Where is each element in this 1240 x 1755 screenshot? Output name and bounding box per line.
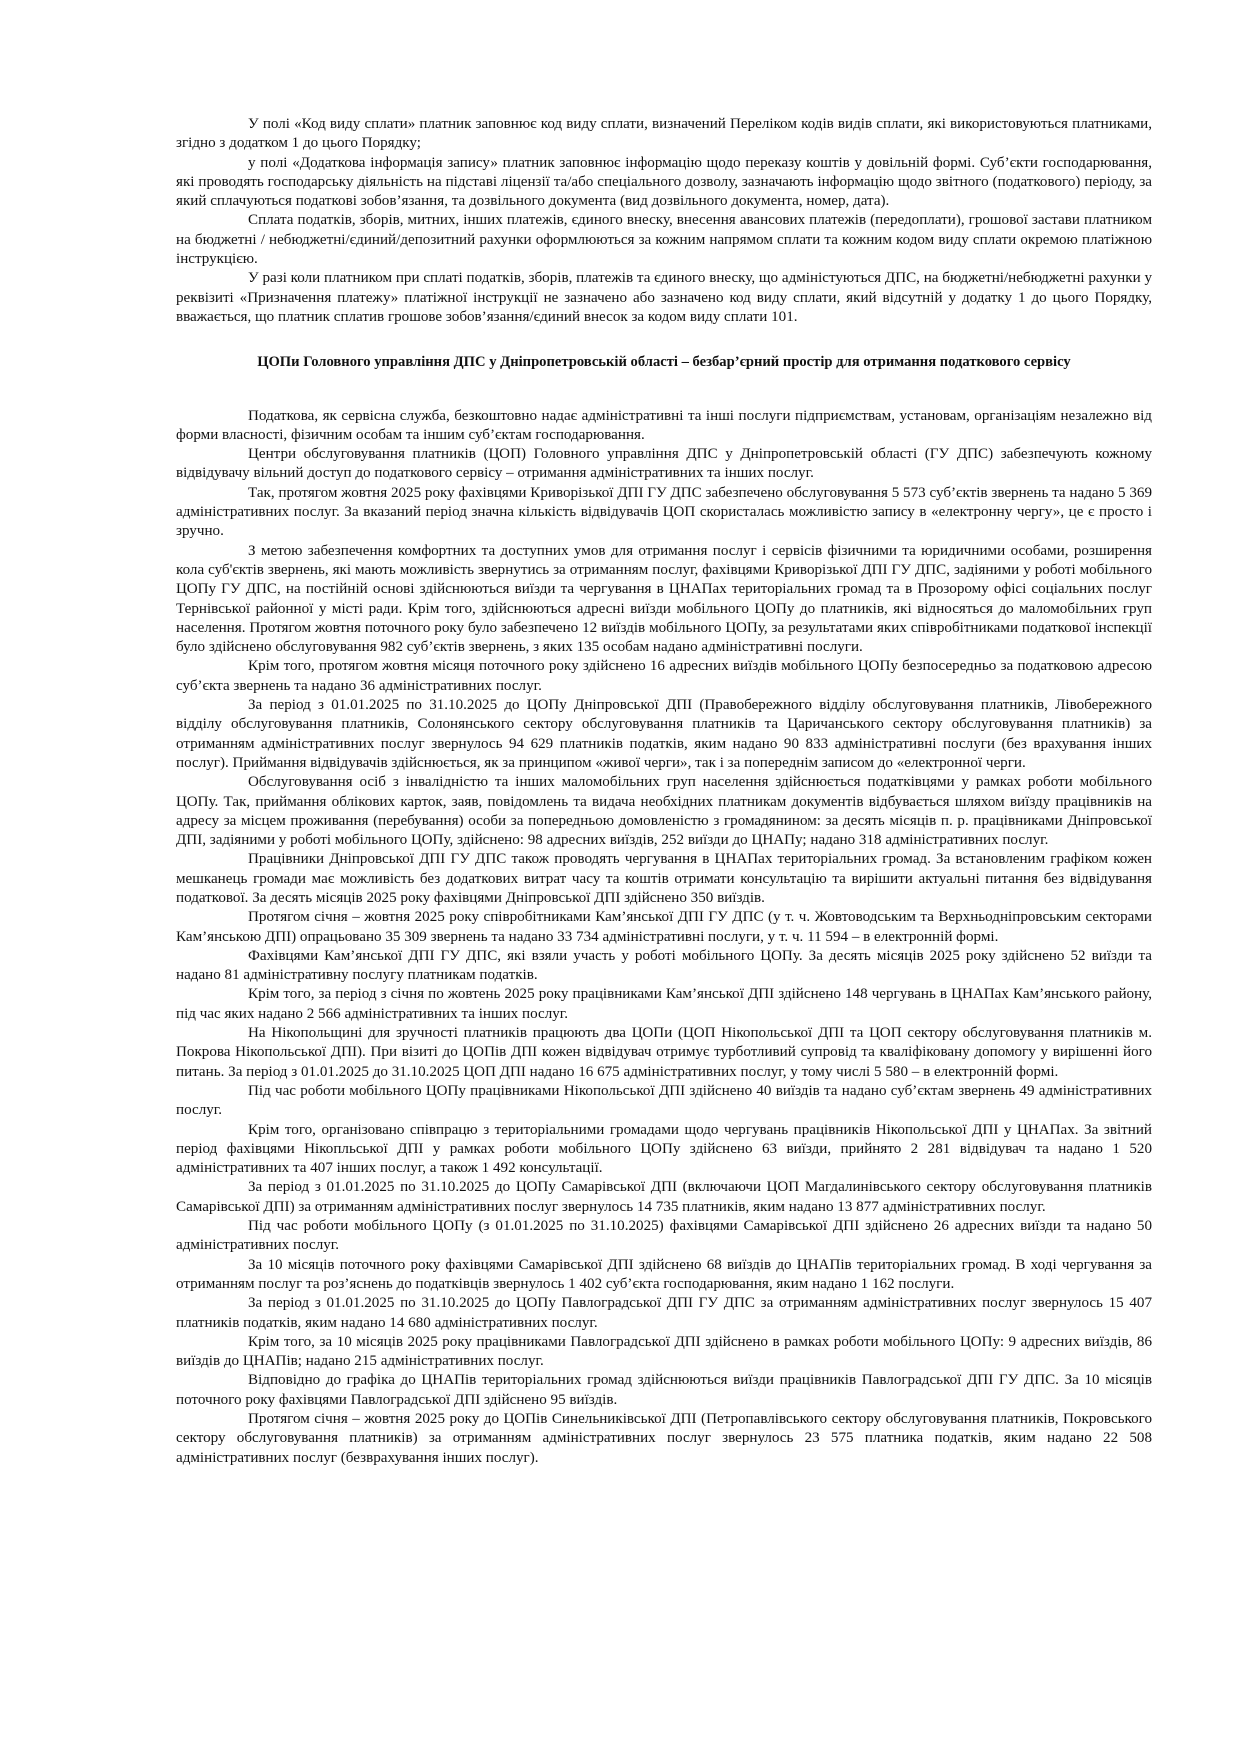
- paragraph: За 10 місяців поточного року фахівцями Самарівської ДПІ здійснено 68 виїздів до ЦНАПів територіальних громад. В ході чергування за отриманням послуг та роз’яснень до податківців звернулось 1 402 суб’єкта господарювання, яким надано 1 162 послуги.: [176, 1256, 1152, 1292]
- paragraph: Відповідно до графіка до ЦНАПів територіальних громад здійснюються виїзди працівників Павлоградської ДПІ ГУ ДПС. За 10 місяців поточного року фахівцями Павлоградської ДПІ здійснено 95 виїздів.: [176, 1372, 1152, 1408]
- paragraph: Фахівцями Кам’янської ДПІ ГУ ДПС, які взяли участь у роботі мобільного ЦОПу. За десять місяців 2025 року здійснено 52 виїзди та надано 81 адміністративну послугу платникам податків.: [176, 947, 1152, 984]
- paragraph: Крім того, організовано співпрацю з територіальними громадами щодо чергувань працівників Нікопольської ДПІ у ЦНАПах. За звітний період фахівцями Нікопльської ДПІ у рамках роботи мобільного ЦОПу здійснено 63 виїзди, прийнято 2 281 відвідувач та надано 1 520 адміністративних та 407 інших послуг, а також 1 492 консультації.: [176, 1121, 1152, 1177]
- paragraph: Так, протягом жовтня 2025 року фахівцями Криворізької ДПІ ГУ ДПС забезпечено обслуговування 5 573 суб’єктів звернень та надано 5 369 адміністративних послуг. За вказаний період значна кількість відвідувачів ЦОП скористалась можливістю запису в «електронну чергу», це є просто і зручно.: [176, 484, 1152, 540]
- paragraph: Обслуговування осіб з інвалідністю та інших маломобільних груп населення здійснюється податківцями у рамках роботи мобільного ЦОПу. Так, приймання облікових карток, заяв, повідомлень та видача необхідних платникам документів відбувається шляхом виїзду працівників на адресу за місцем проживання (перебування) особи за попередньою домовленістю з громадянином: за десять місяців п. р. працівниками Дніпровської ДПІ, задіяними у роботі мобільного ЦОПу, здійснено: 98 адресних виїздів, 252 виїзди до ЦНАПу; надано 318 адміністративних послуг.: [176, 774, 1152, 849]
- paragraph: Сплата податків, зборів, митних, інших платежів, єдиного внеску, внесення авансових платежів (передоплати), грошової застави платником на бюджетні / небюджетні/єдиний/депозитний рахунки оформлюються за кожним напрямом сплати та кожним кодом виду сплати окремою платіжною інструкцією.: [176, 212, 1152, 268]
- paragraph: Протягом січня – жовтня 2025 року до ЦОПів Синельниківської ДПІ (Петропавлівського сектору обслуговування платників, Покровського сектору обслуговування платників) за отриманням адміністративних послуг звернулось 23 575 платника податків, яким надано 22 508 адміністративних послуг (безврахування інших послуг).: [176, 1411, 1152, 1466]
- paragraph: За період з 01.01.2025 по 31.10.2025 до ЦОПу Павлоградської ДПІ ГУ ДПС за отриманням адміністративних послуг звернулось 15 407 платників податків, яким надано 14 680 адміністративних послуг.: [176, 1295, 1152, 1331]
- paragraph: Крім того, протягом жовтня місяця поточного року здійснено 16 адресних виїздів мобільного ЦОПу безпосередньо за податковою адресою суб’єкта звернень та надано 36 адміністративних послуг.: [176, 658, 1152, 694]
- paragraph: Крім того, за 10 місяців 2025 року працівниками Павлоградської ДПІ здійснено в рамках роботи мобільного ЦОПу: 9 адресних виїздів, 86 виїздів до ЦНАПів; надано 215 адміністративних послуг.: [176, 1333, 1152, 1370]
- paragraph: Крім того, за період з січня по жовтень 2025 року працівниками Кам’янської ДПІ здійснено 148 чергувань в ЦНАПах Кам’янського району, під час яких надано 2 566 адміністративних та інших послуг.: [176, 986, 1152, 1022]
- paragraph: Протягом січня – жовтня 2025 року співробітниками Кам’янської ДПІ ГУ ДПС (у т. ч. Жовтоводським та Верхньодніпровським секторами Кам’янською ДПІ) опрацьовано 35 309 звернень та надано 33 734 адміністративні послуги, у т. ч. 11 594 – в електронній формі.: [176, 909, 1152, 945]
- paragraph: З метою забезпечення комфортних та доступних умов для отримання послуг і сервісів фізичними та юридичними особами, розширення кола суб'єктів звернень, які мають можливість звернутись за отриманням послуг, фахівцями Криворізької ДПІ ГУ ДПС, задіяними у роботі мобільного ЦОПу ГУ ДПС, на постійній основі здійснюються виїзди та чергування в ЦНАПах територіальних громад та в Прозорому офісі соціальних послуг Тернівської районної у місті ради. Крім того, здійснюються адресні виїзди мобільного ЦОПу до платників, які відносяться до маломобільних груп населення. Протягом жовтня поточного року було забезпечено 12 виїздів мобільного ЦОПу, за результатами яких співробітниками податкової інспекції було здійснено обслуговування 982 суб’єктів звернень, з яких 135 особам надано адміністративні послуги.: [176, 542, 1152, 656]
- paragraph: За період з 01.01.2025 по 31.10.2025 до ЦОПу Дніпровської ДПІ (Правобережного відділу обслуговування платників, Лівобережного відділу обслуговування платників, Солонянського сектору обслуговування платників та Царичанського сектору обслуговування платників) за отриманням адміністративних послуг звернулось 94 629 платників податків, яким надано 90 833 адміністративні послуги (без врахування інших послуг). Приймання відвідувачів здійснюється, як за принципом «живої черги», так і за попереднім записом до «електронної черги.: [176, 697, 1152, 771]
- paragraph: у полі «Додаткова інформація запису» платник заповнює інформацію щодо переказу коштів у довільній формі. Суб’єкти господарювання, які проводять господарську діяльність на підставі ліцензії та/або спеціального дозволу, зазначають інформацію щодо звітного (податкового) періоду, за який сплачуються податкові зобов’язання, та дозвільного документа (вид дозвільного документа, номер, дата).: [176, 154, 1152, 210]
- paragraph: Під час роботи мобільного ЦОПу (з 01.01.2025 по 31.10.2025) фахівцями Самарівської ДПІ здійснено 26 адресних виїзди та надано 50 адміністративних послуг.: [176, 1218, 1152, 1254]
- paragraph: У разі коли платником при сплаті податків, зборів, платежів та єдиного внеску, що адміністуються ДПС, на бюджетні/небюджетні рахунки у реквізиті «Призначення платежу» платіжної інструкції не зазначено або зазначено код виду сплати, який відсутній у додатку 1 до цього Порядку, вважається, що платник сплатив грошове зобов’язання/єдиний внесок за кодом виду сплати 101.: [176, 270, 1152, 325]
- paragraph: Податкова, як сервісна служба, безкоштовно надає адміністративні та інші послуги підприємствам, установам, організаціям незалежно від форми власності, фізичним особам та іншим суб’єктам господарювання.: [176, 407, 1152, 443]
- paragraph: На Нікопольщині для зручності платників працюють два ЦОПи (ЦОП Нікопольської ДПІ та ЦОП сектору обслуговування платників м. Покрова Нікопольської ДПІ). При візиті до ЦОПів ДПІ кожен відвідувач отримує турботливий супровід та кваліфіковану допомогу у вирішенні його питань. За період з 01.01.2025 до 31.10.2025 ЦОП ДПІ надано 16 675 адміністративних послуг, у тому числі 5 580 – в електронній формі.: [176, 1025, 1152, 1080]
- paragraph: За період з 01.01.2025 по 31.10.2025 до ЦОПу Самарівської ДПІ (включаючи ЦОП Магдалинівського сектору обслуговування платників Самарівської ДПІ) за отриманням адміністративних послуг звернулось 14 735 платників, яким надано 13 877 адміністративних послуг.: [176, 1179, 1152, 1215]
- paragraph: Центри обслуговування платників (ЦОП) Головного управління ДПС у Дніпропетровській області (ГУ ДПС) забезпечують кожному відвідувачу вільний доступ до податкового сервісу – отримання адміністративних та інших послуг.: [176, 446, 1152, 482]
- paragraph: Під час роботи мобільного ЦОПу працівниками Нікопольської ДПІ здійснено 40 виїздів та надано суб’єктам звернень 49 адміністративних послуг.: [176, 1082, 1152, 1119]
- section-heading: ЦОПи Головного управління ДПС у Дніпропетровській області – безбар’єрний простір для отримання податкового сервісу: [257, 354, 1071, 371]
- paragraph: Працівники Дніпровської ДПІ ГУ ДПС також проводять чергування в ЦНАПах територіальних громад. За встановленим графіком кожен мешканець громади має можливість без додаткових витрат часу та коштів отримати консультацію та вирішити актуальні питання без відвідування податкової. За десять місяців 2025 року фахівцями Дніпровської ДПІ здійснено 350 виїздів.: [176, 851, 1152, 906]
- document-page: [176, 115, 1152, 1468]
- paragraph: У полі «Код виду сплати» платник заповнює код виду сплати, визначений Переліком кодів видів сплати, які використовуються платниками, згідно з додатком 1 до цього Порядку;: [176, 116, 1152, 152]
